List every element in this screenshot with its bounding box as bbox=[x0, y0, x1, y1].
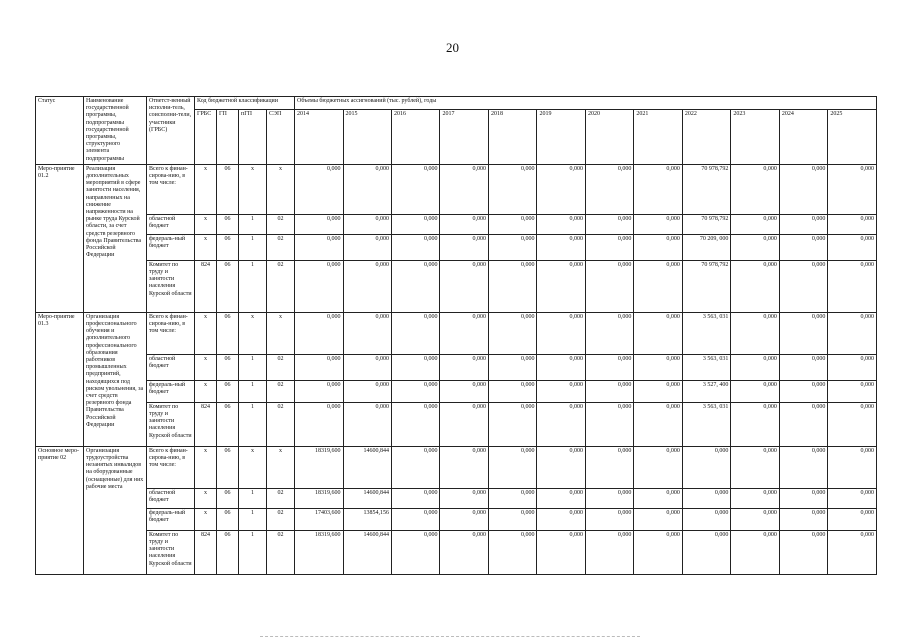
amount-cell: 0,000 bbox=[392, 354, 440, 380]
amount-cell: 0,000 bbox=[731, 380, 779, 402]
code-grbs-cell: х bbox=[195, 312, 217, 354]
header-year: 2018 bbox=[488, 109, 536, 164]
header-code: СЭП bbox=[267, 109, 295, 164]
amount-cell: 0,000 bbox=[343, 380, 391, 402]
code-gp-cell: 06 bbox=[217, 214, 239, 234]
table-row bbox=[36, 402, 877, 446]
amount-cell: 0,000 bbox=[634, 312, 682, 354]
amount-cell: 0,000 bbox=[488, 402, 536, 446]
code-gp-cell: 06 bbox=[217, 164, 239, 214]
code-pgp-cell: 1 bbox=[239, 354, 267, 380]
amount-cell: 0,000 bbox=[343, 260, 391, 312]
header-year: 2022 bbox=[682, 109, 730, 164]
responsible-cell: Всего к финан-сирова-нию, в том числе: bbox=[147, 312, 195, 354]
amount-cell: 18319,600 bbox=[295, 488, 343, 508]
amount-cell: 0,000 bbox=[731, 530, 779, 574]
amount-cell: 0,000 bbox=[634, 214, 682, 234]
amount-cell: 0,000 bbox=[537, 508, 585, 530]
amount-cell: 0,000 bbox=[488, 488, 536, 508]
amount-cell: 14600,844 bbox=[343, 530, 391, 574]
header-year: 2025 bbox=[828, 109, 877, 164]
amount-cell: 3 563, 031 bbox=[682, 312, 730, 354]
code-sep-cell: 02 bbox=[267, 508, 295, 530]
amount-cell: 0,000 bbox=[634, 530, 682, 574]
amount-cell: 0,000 bbox=[440, 260, 488, 312]
amount-cell: 0,000 bbox=[828, 354, 877, 380]
amount-cell: 0,000 bbox=[779, 234, 827, 260]
amount-cell: 0,000 bbox=[828, 530, 877, 574]
amount-cell: 0,000 bbox=[585, 508, 633, 530]
amount-cell: 0,000 bbox=[779, 260, 827, 312]
amount-cell: 0,000 bbox=[343, 234, 391, 260]
code-pgp-cell: 1 bbox=[239, 260, 267, 312]
table-row bbox=[36, 354, 877, 380]
amount-cell: 0,000 bbox=[682, 508, 730, 530]
amount-cell: 0,000 bbox=[634, 234, 682, 260]
amount-cell: 0,000 bbox=[828, 380, 877, 402]
amount-cell: 0,000 bbox=[779, 164, 827, 214]
amount-cell: 0,000 bbox=[343, 164, 391, 214]
amount-cell: 0,000 bbox=[585, 214, 633, 234]
amount-cell: 0,000 bbox=[828, 234, 877, 260]
code-sep-cell: х bbox=[267, 446, 295, 488]
amount-cell: 0,000 bbox=[779, 402, 827, 446]
amount-cell: 3 563, 031 bbox=[682, 354, 730, 380]
activity-status: Основное меро-приятие 02 bbox=[36, 446, 84, 574]
amount-cell: 0,000 bbox=[585, 354, 633, 380]
amount-cell: 0,000 bbox=[295, 354, 343, 380]
amount-cell: 0,000 bbox=[537, 402, 585, 446]
code-gp-cell: 06 bbox=[217, 234, 239, 260]
code-grbs-cell: х bbox=[195, 380, 217, 402]
activity-name: Организация трудоустройства незанятых инвалидов на оборудованные (оснащенные) для них рабочие места bbox=[84, 446, 147, 574]
code-gp-cell: 06 bbox=[217, 508, 239, 530]
header-year: 2015 bbox=[343, 109, 391, 164]
amount-cell: 0,000 bbox=[392, 234, 440, 260]
amount-cell: 0,000 bbox=[488, 446, 536, 488]
code-sep-cell: 02 bbox=[267, 214, 295, 234]
page-number: 20 bbox=[446, 40, 459, 55]
code-grbs-cell: 824 bbox=[195, 260, 217, 312]
amount-cell: 70 209, 000 bbox=[682, 234, 730, 260]
amount-cell: 0,000 bbox=[731, 402, 779, 446]
header-year: 2014 bbox=[295, 109, 343, 164]
amount-cell: 0,000 bbox=[440, 508, 488, 530]
amount-cell: 0,000 bbox=[682, 530, 730, 574]
code-grbs-cell: х bbox=[195, 446, 217, 488]
amount-cell: 0,000 bbox=[828, 164, 877, 214]
table-row bbox=[36, 234, 877, 260]
amount-cell: 0,000 bbox=[295, 402, 343, 446]
amount-cell: 0,000 bbox=[488, 508, 536, 530]
table-row bbox=[36, 260, 877, 312]
amount-cell: 0,000 bbox=[585, 446, 633, 488]
amount-cell: 3 563, 031 bbox=[682, 402, 730, 446]
header-year: 2024 bbox=[779, 109, 827, 164]
amount-cell: 0,000 bbox=[779, 488, 827, 508]
amount-cell: 0,000 bbox=[537, 380, 585, 402]
table-row bbox=[36, 214, 877, 234]
header-code: ГРБС bbox=[195, 109, 217, 164]
amount-cell: 0,000 bbox=[392, 508, 440, 530]
amount-cell: 0,000 bbox=[585, 260, 633, 312]
header-year: 2019 bbox=[537, 109, 585, 164]
amount-cell: 0,000 bbox=[343, 312, 391, 354]
header-responsible: Ответст-венный исполни-тель, соисполни-тели, участники (ГРБС) bbox=[147, 97, 195, 165]
activity-status: Меро-приятие 01.2 bbox=[36, 164, 84, 312]
amount-cell: 0,000 bbox=[731, 508, 779, 530]
amount-cell: 0,000 bbox=[537, 488, 585, 508]
amount-cell: 17403,600 bbox=[295, 508, 343, 530]
amount-cell: 0,000 bbox=[537, 446, 585, 488]
amount-cell: 0,000 bbox=[634, 446, 682, 488]
amount-cell: 18319,600 bbox=[295, 446, 343, 488]
amount-cell: 0,000 bbox=[828, 446, 877, 488]
table-row bbox=[36, 488, 877, 508]
amount-cell: 0,000 bbox=[585, 402, 633, 446]
amount-cell: 0,000 bbox=[295, 260, 343, 312]
code-grbs-cell: х bbox=[195, 508, 217, 530]
table-row bbox=[36, 380, 877, 402]
header-status: Статус bbox=[36, 97, 84, 165]
header-year: 2021 bbox=[634, 109, 682, 164]
responsible-cell: федераль-ный бюджет bbox=[147, 380, 195, 402]
amount-cell: 0,000 bbox=[828, 488, 877, 508]
code-sep-cell: 02 bbox=[267, 354, 295, 380]
amount-cell: 0,000 bbox=[537, 312, 585, 354]
responsible-cell: областной бюджет bbox=[147, 214, 195, 234]
responsible-cell: Комитет по труду и занятости населения Курской области bbox=[147, 260, 195, 312]
code-gp-cell: 06 bbox=[217, 312, 239, 354]
code-pgp-cell: х bbox=[239, 446, 267, 488]
amount-cell: 0,000 bbox=[779, 354, 827, 380]
amount-cell: 0,000 bbox=[440, 354, 488, 380]
amount-cell: 0,000 bbox=[488, 312, 536, 354]
amount-cell: 0,000 bbox=[488, 354, 536, 380]
amount-cell: 0,000 bbox=[440, 530, 488, 574]
amount-cell: 14600,844 bbox=[343, 488, 391, 508]
amount-cell: 0,000 bbox=[440, 234, 488, 260]
amount-cell: 0,000 bbox=[779, 214, 827, 234]
amount-cell: 0,000 bbox=[440, 380, 488, 402]
responsible-cell: федераль-ный бюджет bbox=[147, 234, 195, 260]
amount-cell: 0,000 bbox=[537, 214, 585, 234]
code-pgp-cell: 1 bbox=[239, 402, 267, 446]
code-grbs-cell: х bbox=[195, 354, 217, 380]
header-code: ГП bbox=[217, 109, 239, 164]
amount-cell: 0,000 bbox=[537, 234, 585, 260]
code-pgp-cell: 1 bbox=[239, 214, 267, 234]
amount-cell: 0,000 bbox=[828, 402, 877, 446]
amount-cell: 0,000 bbox=[488, 214, 536, 234]
amount-cell: 0,000 bbox=[634, 488, 682, 508]
amount-cell: 0,000 bbox=[731, 312, 779, 354]
header-year: 2016 bbox=[392, 109, 440, 164]
amount-cell: 0,000 bbox=[440, 214, 488, 234]
activity-name: Реализация дополнительных мероприятий в сфере занятости населения, направленных на снижение напряженности на рынке труда Курской области, за счет средств резервного фонда Правительства Российской Федерации bbox=[84, 164, 147, 312]
header-year: 2020 bbox=[585, 109, 633, 164]
responsible-cell: областной бюджет bbox=[147, 488, 195, 508]
code-gp-cell: 06 bbox=[217, 530, 239, 574]
amount-cell: 0,000 bbox=[731, 164, 779, 214]
header-code: пГП bbox=[239, 109, 267, 164]
code-pgp-cell: 1 bbox=[239, 508, 267, 530]
amount-cell: 0,000 bbox=[634, 508, 682, 530]
code-grbs-cell: х bbox=[195, 214, 217, 234]
amount-cell: 0,000 bbox=[537, 530, 585, 574]
amount-cell: 0,000 bbox=[488, 530, 536, 574]
amount-cell: 0,000 bbox=[392, 214, 440, 234]
amount-cell: 0,000 bbox=[585, 488, 633, 508]
amount-cell: 70 978,792 bbox=[682, 164, 730, 214]
amount-cell: 0,000 bbox=[634, 380, 682, 402]
amount-cell: 0,000 bbox=[440, 446, 488, 488]
code-sep-cell: х bbox=[267, 312, 295, 354]
code-pgp-cell: 1 bbox=[239, 380, 267, 402]
table-row bbox=[36, 164, 877, 214]
code-pgp-cell: х bbox=[239, 164, 267, 214]
amount-cell: 0,000 bbox=[392, 402, 440, 446]
amount-cell: 14600,844 bbox=[343, 446, 391, 488]
table-row bbox=[36, 446, 877, 488]
code-gp-cell: 06 bbox=[217, 354, 239, 380]
amount-cell: 0,000 bbox=[392, 312, 440, 354]
amount-cell: 0,000 bbox=[828, 214, 877, 234]
code-sep-cell: 02 bbox=[267, 488, 295, 508]
code-gp-cell: 06 bbox=[217, 260, 239, 312]
amount-cell: 0,000 bbox=[731, 488, 779, 508]
code-pgp-cell: х bbox=[239, 312, 267, 354]
amount-cell: 0,000 bbox=[392, 380, 440, 402]
code-sep-cell: 02 bbox=[267, 530, 295, 574]
amount-cell: 0,000 bbox=[295, 214, 343, 234]
responsible-cell: федераль-ный бюджет bbox=[147, 508, 195, 530]
amount-cell: 0,000 bbox=[731, 234, 779, 260]
amount-cell: 70 978,792 bbox=[682, 214, 730, 234]
amount-cell: 0,000 bbox=[392, 530, 440, 574]
amount-cell: 0,000 bbox=[343, 402, 391, 446]
amount-cell: 0,000 bbox=[634, 402, 682, 446]
code-sep-cell: 02 bbox=[267, 380, 295, 402]
amount-cell: 0,000 bbox=[779, 380, 827, 402]
activity-status: Меро-приятие 01.3 bbox=[36, 312, 84, 446]
amount-cell: 0,000 bbox=[585, 530, 633, 574]
amount-cell: 0,000 bbox=[779, 446, 827, 488]
amount-cell: 0,000 bbox=[779, 530, 827, 574]
amount-cell: 0,000 bbox=[537, 260, 585, 312]
amount-cell: 0,000 bbox=[488, 234, 536, 260]
code-grbs-cell: 824 bbox=[195, 402, 217, 446]
code-sep-cell: 02 bbox=[267, 260, 295, 312]
amount-cell: 0,000 bbox=[343, 214, 391, 234]
amount-cell: 0,000 bbox=[731, 260, 779, 312]
amount-cell: 0,000 bbox=[440, 164, 488, 214]
amount-cell: 0,000 bbox=[634, 260, 682, 312]
code-sep-cell: х bbox=[267, 164, 295, 214]
responsible-cell: областной бюджет bbox=[147, 354, 195, 380]
code-pgp-cell: 1 bbox=[239, 234, 267, 260]
amount-cell: 0,000 bbox=[295, 164, 343, 214]
page-footer-line bbox=[260, 636, 640, 637]
amount-cell: 0,000 bbox=[682, 446, 730, 488]
amount-cell: 0,000 bbox=[392, 260, 440, 312]
amount-cell: 0,000 bbox=[731, 354, 779, 380]
code-pgp-cell: 1 bbox=[239, 530, 267, 574]
budget-table bbox=[35, 96, 877, 575]
amount-cell: 0,000 bbox=[392, 446, 440, 488]
amount-cell: 0,000 bbox=[440, 402, 488, 446]
amount-cell: 0,000 bbox=[731, 214, 779, 234]
code-gp-cell: 06 bbox=[217, 446, 239, 488]
amount-cell: 0,000 bbox=[392, 164, 440, 214]
code-grbs-cell: х bbox=[195, 164, 217, 214]
code-sep-cell: 02 bbox=[267, 234, 295, 260]
table-header bbox=[36, 97, 877, 165]
amount-cell: 0,000 bbox=[731, 446, 779, 488]
amount-cell: 0,000 bbox=[295, 234, 343, 260]
code-pgp-cell: 1 bbox=[239, 488, 267, 508]
header-year: 2023 bbox=[731, 109, 779, 164]
responsible-cell: Комитет по труду и занятости населения Курской области bbox=[147, 402, 195, 446]
amount-cell: 0,000 bbox=[343, 354, 391, 380]
header-code-group: Код бюджетной классификации bbox=[195, 97, 295, 110]
amount-cell: 0,000 bbox=[828, 260, 877, 312]
amount-cell: 0,000 bbox=[537, 164, 585, 214]
amount-cell: 0,000 bbox=[585, 164, 633, 214]
code-grbs-cell: 824 bbox=[195, 530, 217, 574]
responsible-cell: Комитет по труду и занятости населения Курской области bbox=[147, 530, 195, 574]
amount-cell: 0,000 bbox=[488, 260, 536, 312]
amount-cell: 0,000 bbox=[537, 354, 585, 380]
activity-name: Организация профессионального обучения и дополнительного профессионального образования работников промышленных предприятий, находящихся под риском увольнения, за счет средств резервного фонда Правительства Российской Федерации bbox=[84, 312, 147, 446]
table-row bbox=[36, 312, 877, 354]
amount-cell: 0,000 bbox=[779, 508, 827, 530]
header-year: 2017 bbox=[440, 109, 488, 164]
header-volume-group: Объемы бюджетных ассигнований (тыс. рублей), годы bbox=[295, 97, 877, 110]
amount-cell: 0,000 bbox=[585, 312, 633, 354]
code-gp-cell: 06 bbox=[217, 402, 239, 446]
amount-cell: 0,000 bbox=[392, 488, 440, 508]
amount-cell: 0,000 bbox=[585, 234, 633, 260]
table-row bbox=[36, 530, 877, 574]
amount-cell: 0,000 bbox=[488, 380, 536, 402]
amount-cell: 0,000 bbox=[634, 164, 682, 214]
amount-cell: 0,000 bbox=[488, 164, 536, 214]
code-gp-cell: 06 bbox=[217, 488, 239, 508]
amount-cell: 0,000 bbox=[634, 354, 682, 380]
amount-cell: 18319,600 bbox=[295, 530, 343, 574]
amount-cell: 0,000 bbox=[779, 312, 827, 354]
code-gp-cell: 06 bbox=[217, 380, 239, 402]
amount-cell: 0,000 bbox=[440, 312, 488, 354]
amount-cell: 0,000 bbox=[682, 488, 730, 508]
amount-cell: 3 527, 400 bbox=[682, 380, 730, 402]
code-grbs-cell: х bbox=[195, 488, 217, 508]
amount-cell: 0,000 bbox=[295, 380, 343, 402]
responsible-cell: Всего к финан-сирова-нию, в том числе: bbox=[147, 446, 195, 488]
amount-cell: 0,000 bbox=[828, 508, 877, 530]
code-grbs-cell: х bbox=[195, 234, 217, 260]
amount-cell: 0,000 bbox=[585, 380, 633, 402]
header-name: Наименование государственной программы, подпрограммы государственной программы, структурного элемента подпрограммы bbox=[84, 97, 147, 165]
code-sep-cell: 02 bbox=[267, 402, 295, 446]
amount-cell: 0,000 bbox=[440, 488, 488, 508]
amount-cell: 0,000 bbox=[828, 312, 877, 354]
table-row bbox=[36, 508, 877, 530]
amount-cell: 13854,156 bbox=[343, 508, 391, 530]
responsible-cell: Всего к финан-сирова-нию, в том числе: bbox=[147, 164, 195, 214]
amount-cell: 70 978,792 bbox=[682, 260, 730, 312]
amount-cell: 0,000 bbox=[295, 312, 343, 354]
